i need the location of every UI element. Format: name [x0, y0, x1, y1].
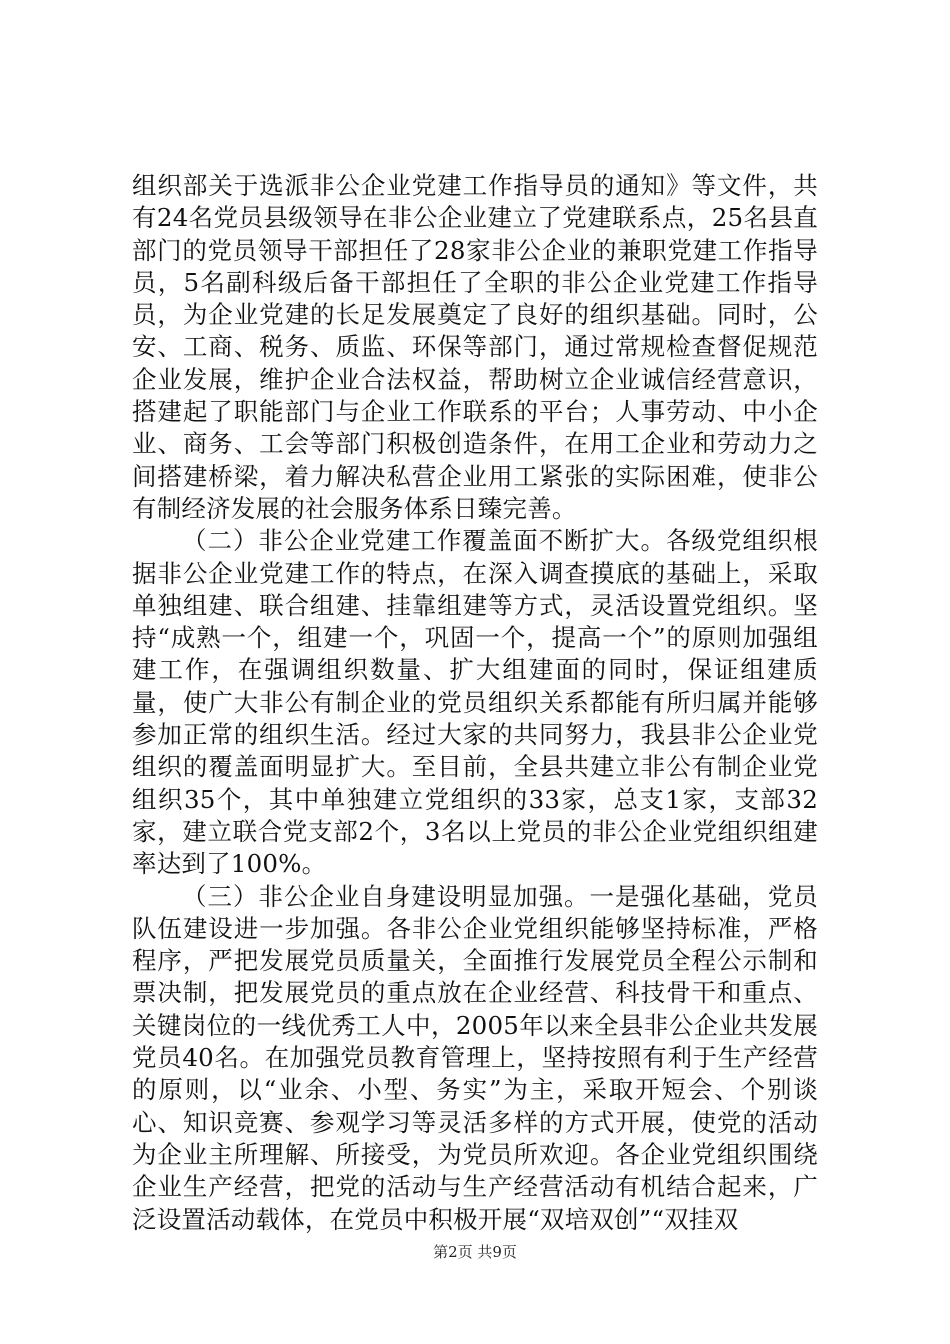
page-number-footer: 第2页 共9页: [433, 1243, 517, 1261]
paragraph-section-2: （二）非公企业党建工作覆盖面不断扩大。各级党组织根据非公企业党建工作的特点，在深入调查摸底的基础上，采取单独组建、联合组建、挂靠组建等方式，灵活设置党组织。坚持“成熟一个，组建一个，巩固一个，提高一个”的原则加强组建工作，在强调组织数量、扩大组建面的同时，保证组建质量，使广大非公有制企业的党员组织关系都能有所归属并能够参加正常的组织生活。经过大家的共同努力，我县非公企业党组织的覆盖面明显扩大。至目前，全县共建立非公有制企业党组织35个，其中单独建立党组织的33家，总支1家，支部32家，建立联合党支部2个，3名以上党员的非公企业党组织组建率达到了100%。: [132, 526, 818, 879]
paragraph-section-3: （三）非公企业自身建设明显加强。一是强化基础，党员队伍建设进一步加强。各非公企业党组织能够坚持标准，严格程序，严把发展党员质量关，全面推行发展党员全程公示制和票决制，把发展党员的重点放在企业经营、科技骨干和重点、关键岗位的一线优秀工人中，2005年以来全县非公企业共发展党员40名。在加强党员教育管理上，坚持按照有利于生产经营的原则，以“业余、小型、务实”为主，采取开短会、个别谈心、知识竞赛、参观学习等灵活多样的方式开展，使党的活动为企业主所理解、所接受，为党员所欢迎。各企业党组织围绕企业生产经营，把党的活动与生产经营活动有机结合起来，广泛设置活动载体，在党员中积极开展“双培双创”“双挂双: [132, 881, 818, 1234]
paragraph-continued: 组织部关于选派非公企业党建工作指导员的通知》等文件，共有24名党员县级领导在非公企业建立了党建联系点，25名县直部门的党员领导干部担任了28家非公企业的兼职党建工作指导员，5名副科级后备干部担任了全职的非公企业党建工作指导员，为企业党建的长足发展奠定了良好的组织基础。同时，公安、工商、税务、质监、环保等部门，通过常规检查督促规范企业发展，维护企业合法权益，帮助树立企业诚信经营意识，搭建起了职能部门与企业工作联系的平台；人事劳动、中小企业、商务、工会等部门积极创造条件，在用工企业和劳动力之间搭建桥梁，着力解决私营企业用工紧张的实际困难，使非公有制经济发展的社会服务体系日臻完善。: [132, 171, 818, 523]
document-body: [132, 170, 818, 1236]
